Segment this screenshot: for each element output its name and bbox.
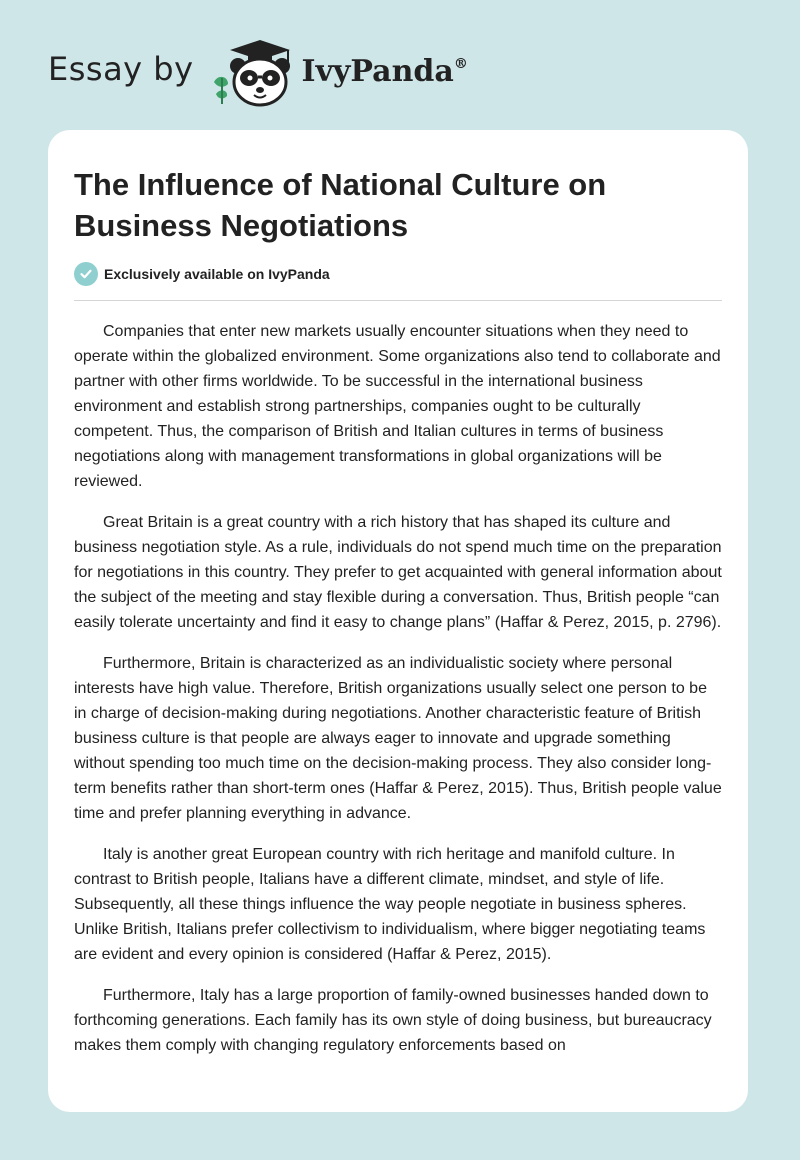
- site-header: [48, 38, 468, 108]
- essay-title: The Influence of National Culture on Business Negotiations: [74, 167, 607, 243]
- panda-mascot-icon: [208, 38, 298, 108]
- essay-by-label: Essay by: [48, 50, 194, 88]
- brand-name[interactable]: [302, 54, 468, 89]
- paragraph-2: Great Britain is a great country with a rich history that has shaped its culture and business negotiation style. As a rule, individuals do not spend much time on the preparation for negotiations in this country. They prefer to get acquainted with general information about the subject of the meeting and stay flexible during a conversation. Thus, British people “can easily tolerate uncertainty and find it easy to change plans” (Haffar & Perez, 2015, p. 2796).: [74, 514, 722, 631]
- exclusive-badge: [74, 262, 722, 301]
- essay-card: [48, 130, 748, 1112]
- paragraph-4: Italy is another great European country with rich heritage and manifold culture. In contrast to British people, Italians have a different climate, mindset, and style of life. Subsequently, all these things influence the way people negotiate in business spheres. Unlike British, Italians prefer collectivism to individualism, where bigger negotiating teams are evident and every opinion is considered (Haffar & Perez, 2015).: [74, 846, 706, 963]
- ivypanda-logo[interactable]: [208, 38, 298, 108]
- paragraph-3: Furthermore, Britain is characterized as an individualistic society where personal interests have high value. Therefore, British organizations usually select one person to be in charge of decision-making during negotiations. Another characteristic feature of British business culture is that people are always eager to innovate and upgrade something without spending too much time on the decision-making process. They also consider long-term benefits rather than short-term ones (Haffar & Perez, 2015). Thus, British people value time and prefer planning everything in advance.: [74, 655, 722, 822]
- check-circle-icon: [74, 262, 98, 286]
- registered-mark: ®: [453, 55, 468, 72]
- paragraph-1: Companies that enter new markets usually encounter situations when they need to operate within the globalized environment. Some organizations also tend to collaborate and partner with other firms worldwide. To be successful in the international business environment and establish strong partnerships, companies ought to be culturally competent. Thus, the comparison of British and Italian cultures in terms of business negotiations along with management transformations in global organizations will be reviewed.: [74, 323, 721, 490]
- brand-text: IvyPanda: [301, 53, 454, 89]
- paragraph-5: Furthermore, Italy has a large proportion of family-owned businesses handed down to forthcoming generations. Each family has its own style of doing business, but bureaucracy makes them comply with changing regulatory enforcements based on: [74, 987, 712, 1054]
- exclusive-badge-label: Exclusively available on IvyPanda: [104, 266, 330, 282]
